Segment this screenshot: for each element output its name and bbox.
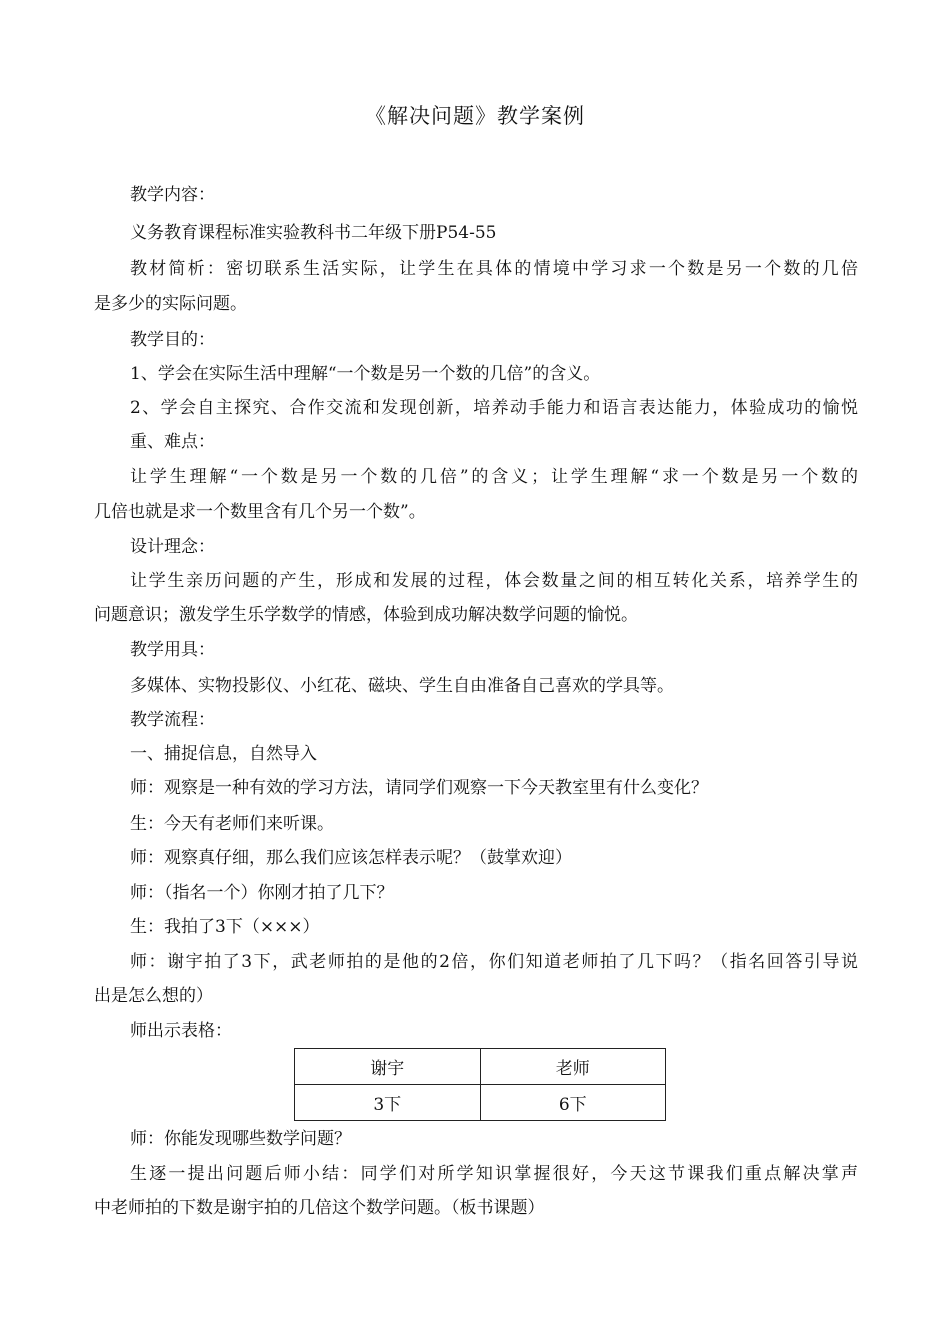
paragraph-analysis-line2: 是多少的实际问题。 (94, 294, 247, 314)
dialogue-line: 生：今天有老师们来听课。 (130, 814, 334, 834)
key-points-line1: 让学生理解“一个数是另一个数的几倍”的含义；让学生理解“求一个数是另一个数的 (130, 467, 858, 487)
heading-design-concept: 设计理念： (130, 537, 215, 557)
dialogue-line: 师：观察是一种有效的学习方法，请同学们观察一下今天教室里有什么变化？ (130, 778, 708, 798)
dialogue-line: 生：我拍了3下（×××） (130, 917, 320, 937)
key-points-line2: 几倍也就是求一个数里含有几个另一个数”。 (94, 502, 426, 522)
heading-teaching-tools: 教学用具： (130, 640, 215, 660)
heading-teaching-content: 教学内容： (130, 185, 215, 205)
objective-2: 2、学会自主探究、合作交流和发现创新，培养动手能力和语言表达能力，体验成功的愉悦 (130, 398, 858, 418)
objective-1: 1、学会在实际生活中理解“一个数是另一个数的几倍”的含义。 (130, 364, 601, 384)
heading-key-points: 重、难点： (130, 432, 215, 452)
paragraph-textbook: 义务教育课程标准实验教科书二年级下册P54-55 (130, 223, 497, 243)
table-row (295, 1085, 666, 1121)
dialogue-line: 师：你能发现哪些数学问题？ (130, 1129, 351, 1149)
table-cell: 6下 (480, 1085, 666, 1121)
paragraph-analysis-line1: 教材简析：密切联系生活实际，让学生在具体的情境中学习求一个数是另一个数的几倍 (130, 259, 858, 279)
dialogue-line-continued: 出是怎么想的） (94, 986, 213, 1006)
dialogue-line: 师：观察真仔细，那么我们应该怎样表示呢？（鼓掌欢迎） (130, 848, 572, 868)
table-cell: 3下 (295, 1085, 481, 1121)
teaching-tools-list: 多媒体、实物投影仪、小红花、磁块、学生自由准备自己喜欢的学具等。 (130, 676, 674, 696)
dialogue-line: 师：（指名一个）你刚才拍了几下？ (130, 883, 394, 903)
summary-line2: 中老师拍的下数是谢宇拍的几倍这个数学问题。（板书课题） (94, 1198, 545, 1218)
design-concept-line2: 问题意识；激发学生乐学数学的情感，体验到成功解决数学问题的愉悦。 (94, 605, 638, 625)
document-title: 《解决问题》教学案例 (365, 104, 585, 128)
design-concept-line1: 让学生亲历问题的产生，形成和发展的过程，体会数量之间的相互转化关系，培养学生的 (130, 571, 858, 591)
section-1-heading: 一、捕捉信息，自然导入 (130, 744, 317, 764)
summary-line1: 生逐一提出问题后师小结：同学们对所学知识掌握很好，今天这节课我们重点解决掌声 (130, 1164, 858, 1184)
heading-teaching-process: 教学流程： (130, 710, 215, 730)
table-header-cell: 谢宇 (295, 1049, 481, 1085)
table-header-cell: 老师 (480, 1049, 666, 1085)
dialogue-line: 师出示表格： (130, 1021, 232, 1041)
table-header-row (295, 1049, 666, 1085)
dialogue-line: 师：谢宇拍了3下，武老师拍的是他的2倍，你们知道老师拍了几下吗？（指名回答引导说 (130, 952, 858, 972)
heading-objectives: 教学目的： (130, 330, 215, 350)
claps-table (294, 1048, 666, 1121)
